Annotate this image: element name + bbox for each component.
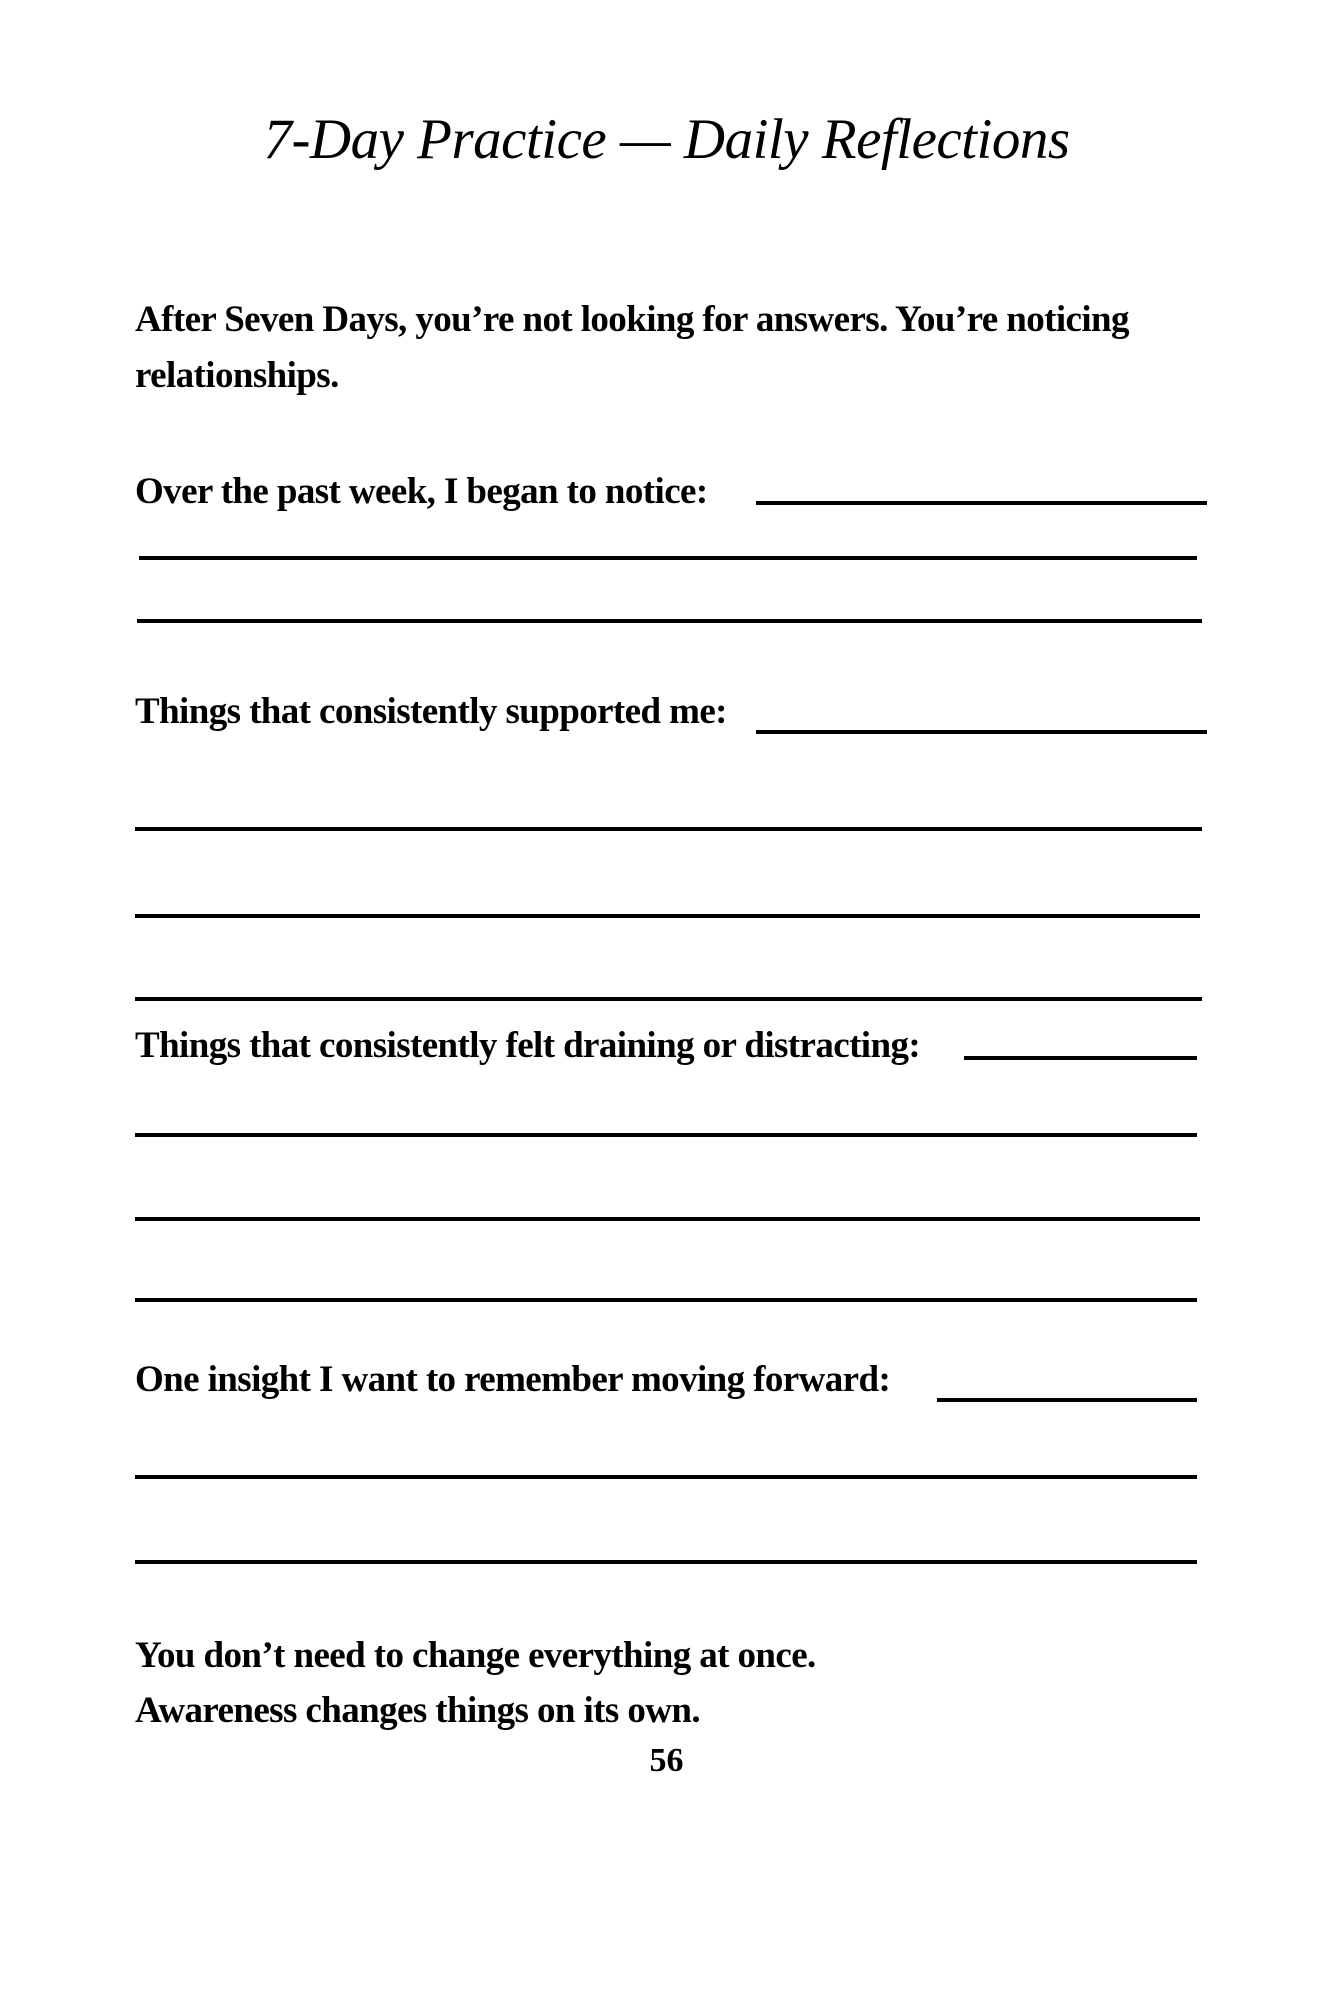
answer-line-supported-1[interactable]: [135, 827, 1202, 831]
prompt-label-supported: Things that consistently supported me:: [135, 691, 727, 732]
closing-line-2: Awareness changes things on its own.: [135, 1690, 700, 1731]
page-title: 7-Day Practice — Daily Reflections: [263, 108, 1070, 171]
answer-line-noticed-1[interactable]: [139, 556, 1197, 560]
answer-line-noticed-2[interactable]: [137, 619, 1202, 623]
answer-line-draining-2[interactable]: [135, 1217, 1200, 1221]
answer-line-supported-2[interactable]: [135, 914, 1200, 918]
prompt-label-insight: One insight I want to remember moving forward:: [135, 1359, 891, 1400]
answer-line-insight-2[interactable]: [135, 1560, 1197, 1564]
answer-line-draining-inline[interactable]: [964, 1056, 1197, 1060]
answer-line-insight-inline[interactable]: [937, 1398, 1197, 1402]
answer-line-insight-1[interactable]: [135, 1475, 1197, 1479]
answer-line-supported-inline[interactable]: [756, 730, 1207, 734]
closing-line-1: You don’t need to change everything at once.: [135, 1635, 816, 1676]
page-number: 56: [649, 1742, 684, 1779]
prompt-label-draining: Things that consistently felt draining or distracting:: [135, 1025, 921, 1066]
answer-line-draining-1[interactable]: [135, 1133, 1197, 1137]
answer-line-supported-3[interactable]: [135, 997, 1202, 1001]
answer-line-noticed-inline[interactable]: [756, 501, 1207, 505]
intro-paragraph: After Seven Days, you’re not looking for answers. You’re noticing relationships.: [135, 299, 1129, 396]
answer-line-draining-3[interactable]: [135, 1298, 1197, 1302]
prompt-label-noticed: Over the past week, I began to notice:: [135, 471, 708, 512]
